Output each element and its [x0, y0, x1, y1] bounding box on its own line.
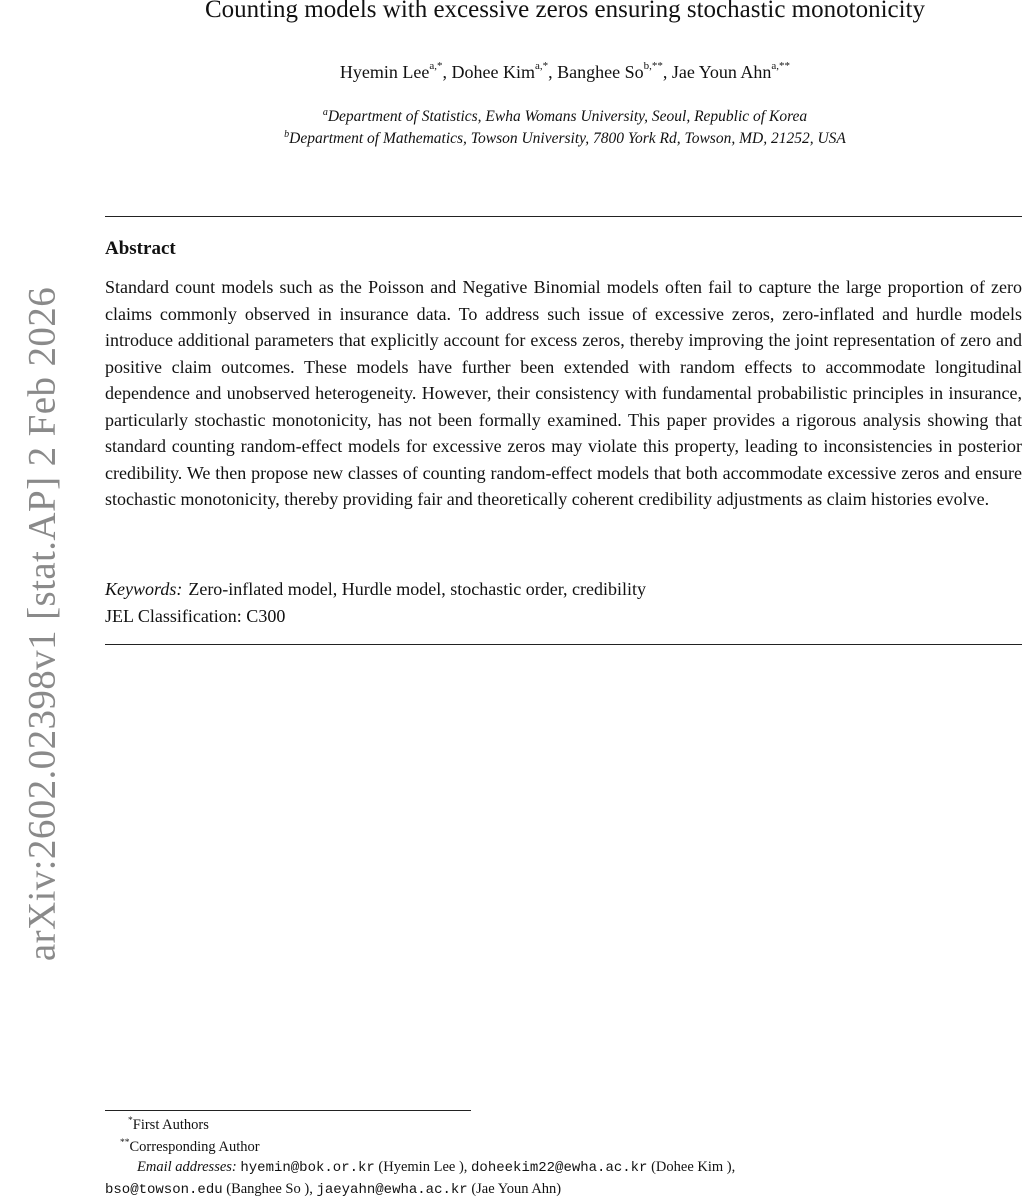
affiliation-b	[0, 129, 1022, 148]
author-marks: a,**	[771, 60, 791, 72]
jel-classification: JEL Classification: C300	[105, 606, 286, 626]
author-marks: a,*	[535, 60, 549, 72]
affiliation-label: b	[284, 129, 290, 140]
email-link[interactable]: jaeyahn@ewha.ac.kr	[316, 1182, 468, 1198]
author-name[interactable]: Banghee So	[557, 62, 644, 82]
footnote-mark: **	[120, 1138, 130, 1148]
abstract-bottom-rule	[105, 644, 1022, 645]
abstract-body: Standard count models such as the Poisson and Negative Binomial models often fail to capture the large proportion of zero claims commonly observed in insurance data. To address such issue of excessive zeros, zero-inflated and hurdle models introduce additional parameters that explicitly account for excess zeros, thereby improving the joint representation of zero and positive claim outcomes. These models have further been extended with random effects to accommodate longitudinal dependence and unobserved heterogeneity. However, their consistency with fundamental probabilistic principles in insurance, particularly stochastic monotonicity, has not been formally examined. This paper provides a rigorous analysis showing that standard counting random-effect models for excessive zeros may violate this property, leading to inconsistencies in posterior credibility. We then propose new classes of counting random-effect models that both accommodate excessive zeros and ensure stochastic monotonicity, thereby providing fair and theoretically coherent credibility adjustments as claim histories evolve.	[105, 277, 1022, 509]
footnote-text: Corresponding Author	[129, 1138, 260, 1155]
keywords-text: Zero-inflated model, Hurdle model, stochastic order, credibility	[188, 579, 646, 599]
email-link[interactable]: bso@towson.edu	[105, 1182, 223, 1198]
email-owner: (Banghee So ),	[226, 1181, 313, 1197]
keywords-label: Keywords:	[105, 579, 183, 599]
footnote-emails-line-1	[137, 1159, 735, 1176]
abstract-top-rule	[105, 216, 1022, 217]
affiliation-a	[0, 107, 1022, 126]
footnote-rule	[105, 1110, 471, 1111]
footnote-mark: *	[128, 1116, 133, 1126]
keywords-line	[105, 579, 646, 600]
footnote-corresponding-author	[120, 1138, 260, 1156]
affiliation-text: Department of Mathematics, Towson University, 7800 York Rd, Towson, MD, 21252, USA	[289, 130, 846, 148]
email-label: Email addresses:	[137, 1159, 237, 1175]
footnote-emails-line-2	[105, 1181, 561, 1198]
email-owner: (Jae Youn Ahn)	[471, 1181, 562, 1197]
affiliation-text: Department of Statistics, Ewha Womans University, Seoul, Republic of Korea	[327, 108, 808, 126]
paper-title: Counting models with excessive zeros ensuring stochastic monotonicity	[204, 0, 926, 23]
abstract-heading: Abstract	[105, 238, 176, 259]
author-marks: b,**	[643, 60, 663, 72]
email-owner: (Dohee Kim ),	[651, 1159, 736, 1175]
footnote-first-authors	[128, 1116, 209, 1134]
author-marks: a,*	[429, 60, 443, 72]
footnote-text: First Authors	[132, 1116, 209, 1133]
author-name[interactable]: Dohee Kim	[451, 62, 536, 82]
affiliation-label: a	[322, 107, 328, 118]
author-list: Hyemin Lee$^{a,*}$, Dohee Kim$^{a,*}$, Banghee $So^{b,**}$, Jae Youn Ahn$^{a,**}$	[339, 60, 791, 82]
arxiv-identifier-stamp: arXiv:2602.02398v1 [stat.AP] 2 Feb 2026	[20, 286, 64, 962]
email-link[interactable]: doheekim22@ewha.ac.kr	[471, 1160, 648, 1176]
author-name[interactable]: Hyemin Lee	[339, 62, 430, 82]
email-owner: (Hyemin Lee ),	[378, 1159, 468, 1175]
author-name[interactable]: Jae Youn Ahn	[671, 62, 772, 82]
email-link[interactable]: hyemin@bok.or.kr	[240, 1160, 375, 1176]
